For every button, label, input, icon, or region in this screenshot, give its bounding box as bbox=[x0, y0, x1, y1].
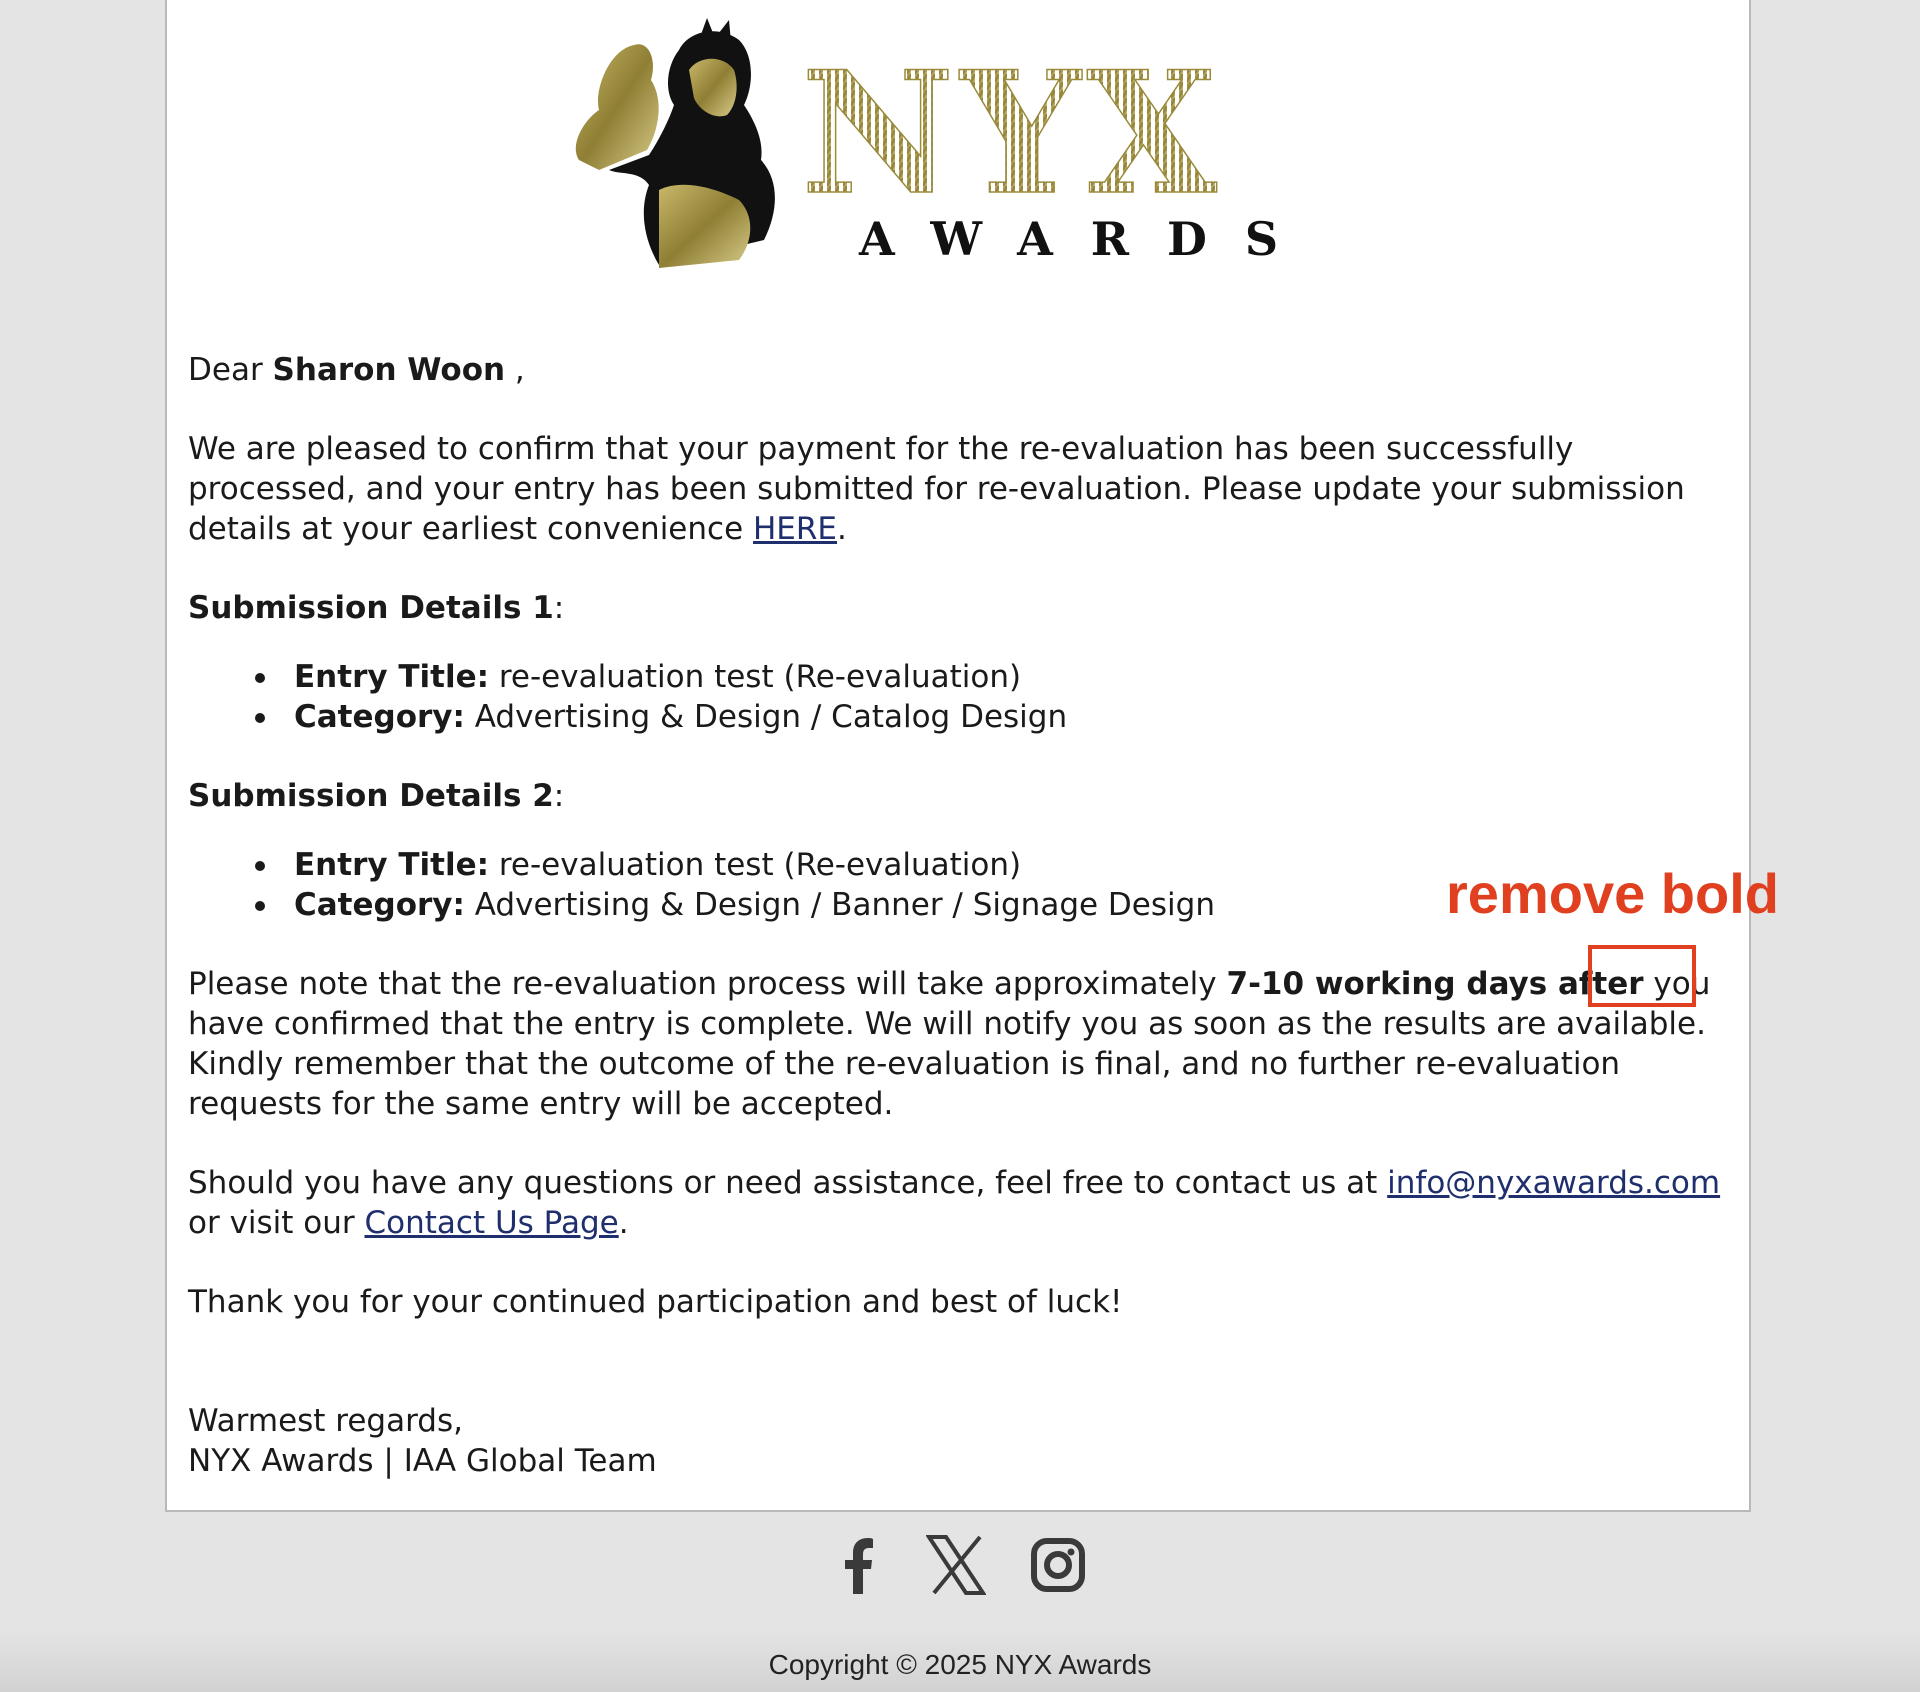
category-label: Category: bbox=[294, 887, 465, 923]
list-item bbox=[294, 697, 1728, 737]
contact-prefix: Should you have any questions or need assistance, feel free to contact us at bbox=[188, 1165, 1388, 1201]
statue-figure-icon bbox=[576, 18, 775, 268]
submission-1-list bbox=[188, 657, 1728, 737]
submission-1-heading bbox=[188, 588, 1728, 628]
intro-paragraph bbox=[188, 429, 1728, 549]
logo-subtitle: AWARDS bbox=[859, 212, 1317, 266]
note-prefix: Please note that the re-evaluation process will take approximately bbox=[188, 966, 1227, 1002]
submission-2-heading bbox=[188, 776, 1728, 816]
logo-title: NYX bbox=[801, 34, 1223, 232]
greeting-prefix: Dear bbox=[188, 352, 273, 388]
submission-2-heading-colon: : bbox=[553, 778, 565, 814]
submission-2-heading-text: Submission Details 2 bbox=[188, 778, 554, 814]
social-icons bbox=[838, 1534, 1088, 1600]
note-rest: you have confirmed that the entry is complete. We will notify you as soon as the results are available. Kindly remember that the outcome of the re-evaluation is final, and no further re-evaluation requests for the same entry will be accepted. bbox=[188, 966, 1711, 1122]
entry-title-label: Entry Title: bbox=[294, 847, 489, 883]
category-label: Category: bbox=[294, 699, 465, 735]
note-paragraph bbox=[188, 964, 1728, 1124]
intro-end: . bbox=[837, 511, 847, 547]
intro-text: We are pleased to confirm that your payment for the re-evaluation has been successfully processed, and your entry has been submitted for re-evaluation. Please update your submission details at your earliest convenience bbox=[188, 431, 1685, 547]
signature-line: NYX Awards | IAA Global Team bbox=[188, 1443, 657, 1479]
thanks-line: Thank you for your continued participation and best of luck! bbox=[188, 1284, 1123, 1320]
footer-copyright: Copyright © 2025 NYX Awards bbox=[768, 1649, 1152, 1680]
recipient-name: Sharon Woon bbox=[272, 352, 506, 388]
instagram-icon[interactable] bbox=[1030, 1534, 1086, 1596]
note-working-days: 7-10 working days bbox=[1226, 966, 1548, 1002]
contact-us-link[interactable]: Contact Us Page bbox=[364, 1205, 619, 1241]
annotation-remove-bold: remove bold bbox=[1446, 862, 1779, 925]
logo-wordmark bbox=[801, 34, 1316, 266]
entry-title-value: re-evaluation test (Re-evaluation) bbox=[489, 847, 1022, 883]
entry-title-label: Entry Title: bbox=[294, 659, 489, 695]
entry-title-value: re-evaluation test (Re-evaluation) bbox=[489, 659, 1022, 695]
greeting bbox=[188, 350, 1728, 390]
contact-email-link[interactable]: info@nyxawards.com bbox=[1387, 1165, 1721, 1201]
update-submission-link[interactable]: HERE bbox=[753, 511, 838, 547]
submission-1-heading-text: Submission Details 1 bbox=[188, 590, 554, 626]
x-icon[interactable] bbox=[926, 1534, 986, 1596]
facebook-icon[interactable] bbox=[838, 1534, 884, 1596]
note-after-word: after bbox=[1547, 966, 1644, 1002]
category-value: Advertising & Design / Catalog Design bbox=[464, 699, 1068, 735]
signoff-line: Warmest regards, bbox=[188, 1403, 463, 1439]
annotation-highlight-box bbox=[1588, 945, 1696, 1007]
contact-paragraph bbox=[188, 1163, 1728, 1243]
contact-middle: or visit our bbox=[188, 1205, 365, 1241]
contact-end: . bbox=[618, 1205, 629, 1241]
nyx-awards-logo bbox=[539, 10, 1439, 280]
greeting-suffix: , bbox=[505, 352, 525, 388]
category-value: Advertising & Design / Banner / Signage Design bbox=[464, 887, 1215, 923]
submission-1-heading-colon: : bbox=[553, 590, 565, 626]
list-item bbox=[294, 657, 1728, 697]
email-card bbox=[165, 0, 1751, 1512]
